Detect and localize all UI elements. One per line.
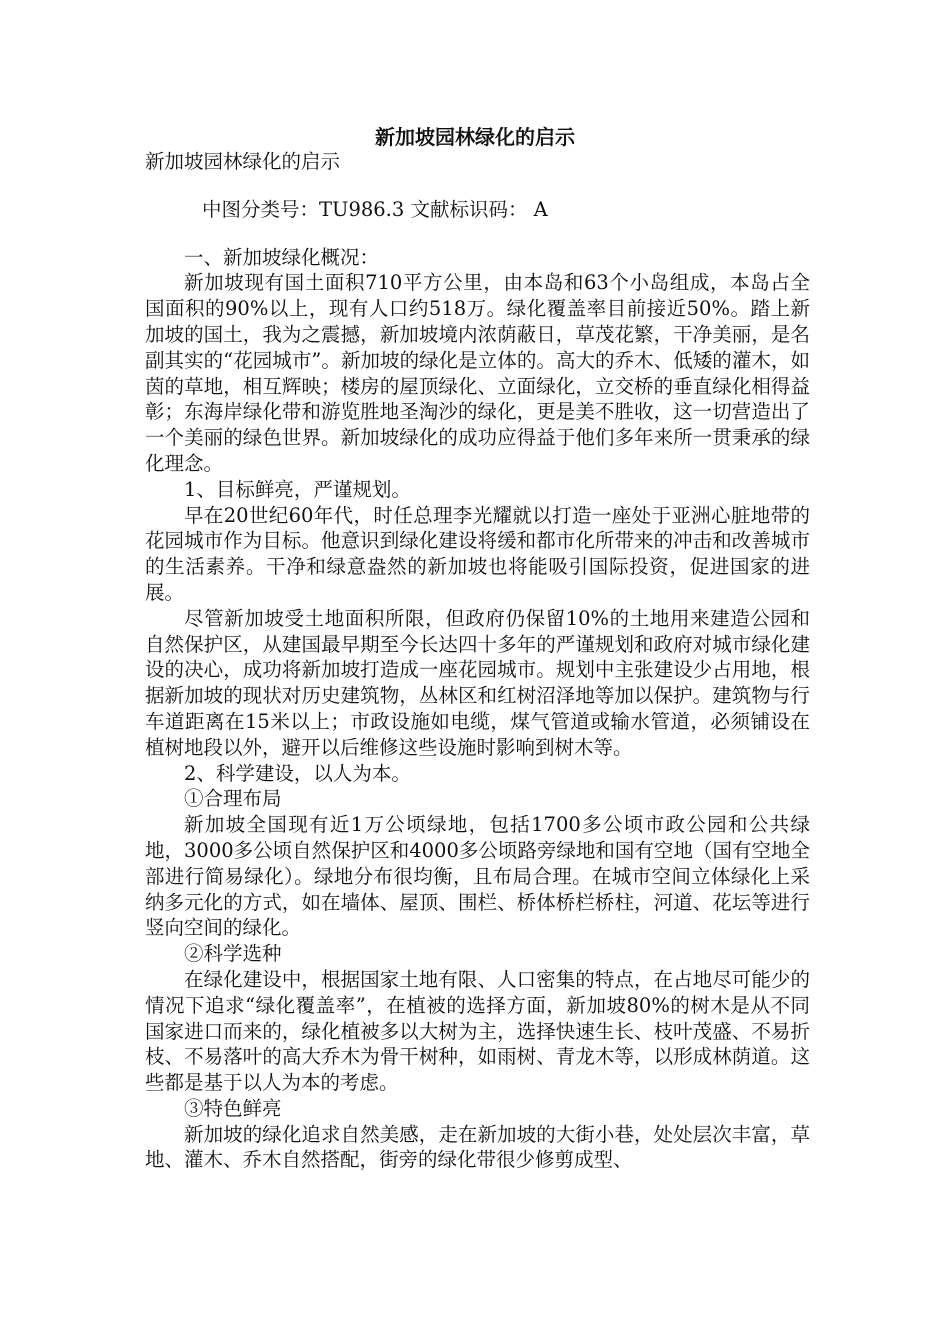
body-paragraph: 尽管新加坡受土地面积所限，但政府仍保留10%的土地用来建造公园和自然保护区，从建国最早期至今长达四十多年的严谨规划和政府对城市绿化建设的决心，成功将新加坡打造成一座花园城市。规划中主张建设少占用地，根据新加坡的现状对历史建筑物，丛林区和红树沼泽地等加以保护。建筑物与行车道距离在15米以上；市政设施如电缆，煤气管道或输水管道，必须铺设在植树地段以外，避开以后维修这些设施时影响到树木等。 [145,606,810,759]
subsection-heading: ②科学选种 [184,942,282,966]
body-paragraph: 早在20世纪60年代，时任总理李光耀就以打造一座处于亚洲心脏地带的花园城市作为目标。他意识到绿化建设将缓和都市化所带来的冲击和改善城市的生活素养。干净和绿意盎然的新加坡也将能吸引国际投资，促进国家的进展。 [145,503,810,604]
section-heading: 2、科学建设，以人为本。 [184,761,411,785]
body-paragraph: 新加坡全国现有近1万公顷绿地，包括1700多公顷市政公园和公共绿地，3000多公顷自然保护区和4000多公顷路旁绿地和国有空地（国有空地全部进行简易绿化）。绿地分布很均衡，且布局合理。在城市空间立体绿化上采纳多元化的方式，如在墙体、屋顶、围栏、桥体桥栏桥柱，河道、花坛等进行竖向空间的绿化。 [145,813,810,940]
section-heading: 1、目标鲜亮，严谨规划。 [184,477,411,501]
document-body [145,149,810,1173]
classification-line: 中图分类号：TU986.3 文献标识码： A [202,197,548,221]
subsection-heading: ③特色鲜亮 [184,1096,282,1120]
subsection-heading: ①合理布局 [184,787,282,811]
body-paragraph: 新加坡现有国土面积710平方公里，由本岛和63个小岛组成，本岛占全国面积的90%以上，现有人口约518万。绿化覆盖率目前接近50%。踏上新加坡的国土，我为之震撼，新加坡境内浓荫蔽日，草茂花繁，干净美丽，是名副其实的“花园城市”。新加坡的绿化是立体的。高大的乔木、低矮的灌木，如茵的草地，相互辉映；楼房的屋顶绿化、立面绿化，立交桥的垂直绿化相得益彰；东海岸绿化带和游览胜地圣淘沙的绿化，更是美不胜收，这一切营造出了一个美丽的绿色世界。新加坡绿化的成功应得益于他们多年来所一贯秉承的绿化理念。 [145,271,810,475]
body-paragraph: 在绿化建设中，根据国家土地有限、人口密集的特点，在占地尽可能少的情况下追求“绿化覆盖率”，在植被的选择方面，新加坡80%的树木是从不同国家进口而来的，绿化植被多以大树为主，选择快速生长、枝叶茂盛、不易折枝、不易落叶的高大乔木为骨干树种，如雨树、青龙木等，以形成林荫道。这些都是基于以人为本的考虑。 [145,967,810,1095]
section-heading: 一、新加坡绿化概况： [184,245,380,269]
document-title: 新加坡园林绿化的启示 [375,125,575,149]
document-subtitle: 新加坡园林绿化的启示 [145,150,341,173]
body-paragraph: 新加坡的绿化追求自然美感，走在新加坡的大街小巷，处处层次丰富，草地、灌木、乔木自然搭配，街旁的绿化带很少修剪成型、 [145,1122,810,1172]
